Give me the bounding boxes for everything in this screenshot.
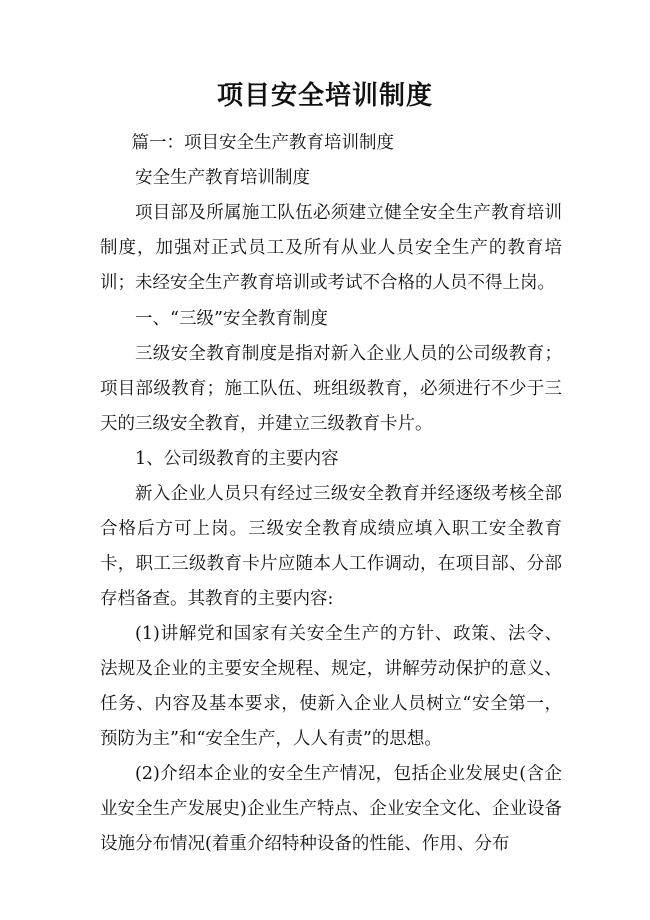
paragraph-item-1: (1)讲解党和国家有关安全生产的方针、政策、法令、法规及企业的主要安全规程、规定，讲解劳动保护的意义、任务、内容及基本要求，使新入企业人员树立“安全第一，预防为主”和“安全生产，人人有责”的思想。 [100, 624, 562, 749]
paragraph-intro: 项目部及所属施工队伍必须建立健全安全生产教育培训制度，加强对正式员工及所有从业人员安全生产的教育培训；未经安全生产教育培训或考试不合格的人员不得上岗。 [100, 203, 562, 293]
paragraph-company-level-body: 新入企业人员只有经过三级安全教育并经逐级考核全部合格后方可上岗。三级安全教育成绩应填入职工安全教育卡，职工三级教育卡片应随本人工作调动，在项目部、分部存档备查。其教育的主要内容: [100, 484, 562, 609]
paragraph-heading-company-level: 1、公司级教育的主要内容 [135, 449, 339, 469]
paragraph-section-heading: 篇一：项目安全生产教育培训制度 [131, 133, 394, 153]
paragraph-item-2: (2)介绍本企业的安全生产情况，包括企业发展史(含企业安全生产发展史)企业生产特点、企业安全文化、企业设备设施分布情况(着重介绍特种设备的性能、作用、分布 [100, 764, 562, 854]
paragraph-subtitle: 安全生产教育培训制度 [135, 168, 310, 188]
paragraph-heading-three-level: 一、“三级”安全教育制度 [135, 309, 328, 329]
paragraph-three-level-definition: 三级安全教育制度是指对新入企业人员的公司级教育；项目部级教育；施工队伍、班组级教育，必须进行不少于三天的三级安全教育，并建立三级教育卡片。 [100, 344, 562, 434]
document-title: 项目安全培训制度 [216, 81, 433, 111]
